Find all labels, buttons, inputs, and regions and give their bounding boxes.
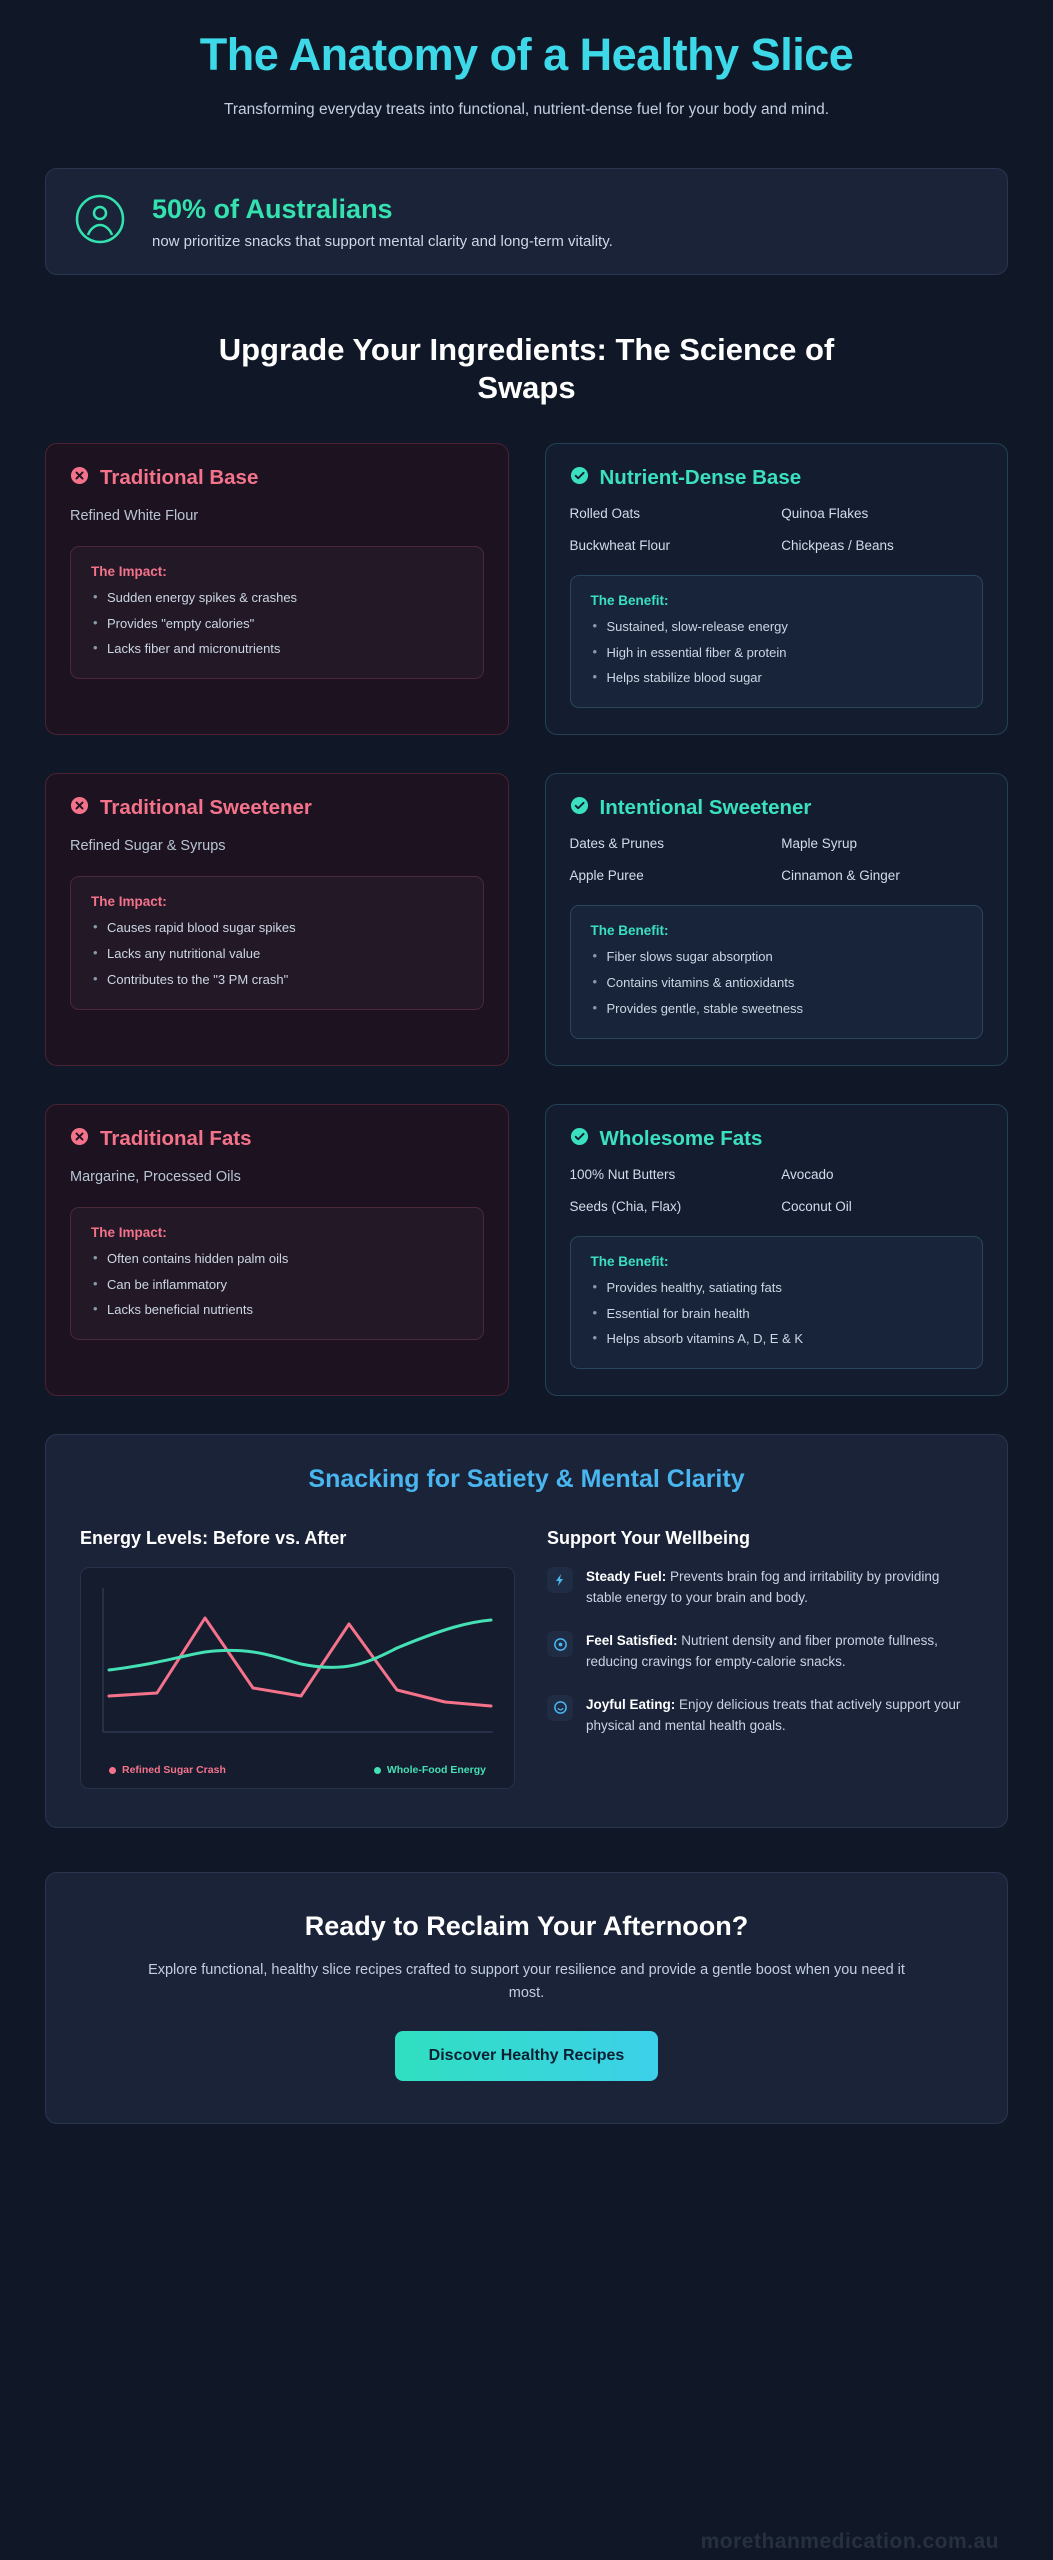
card-header (70, 1127, 484, 1151)
benefit-box (570, 1236, 984, 1370)
chart-heading: Energy Levels: Before vs. After (80, 1528, 347, 1549)
list-item: • Helps stabilize blood sugar (591, 669, 963, 688)
bolt-icon (547, 1567, 573, 1593)
list-item: • Provides healthy, satiating fats (591, 1279, 963, 1298)
ingredient-item: Maple Syrup (781, 836, 858, 852)
traditional-card (45, 443, 509, 736)
benefit-box (570, 575, 984, 709)
benefit-list (591, 618, 963, 689)
swap-row (45, 443, 1008, 736)
impact-list (91, 919, 463, 990)
benefit-list (591, 948, 963, 1019)
list-item: • Provides gentle, stable sweetness (591, 1000, 963, 1019)
impact-label: The Impact: (91, 563, 167, 579)
wellbeing-heading: Support Your Wellbeing (547, 1528, 751, 1549)
x-circle-icon (70, 466, 89, 490)
wellbeing-text (586, 1631, 973, 1673)
list-item (547, 1695, 973, 1737)
discover-recipes-button[interactable]: Discover Healthy Recipes (395, 2031, 659, 2081)
wellbeing-bold: Joyful Eating: (586, 1696, 676, 1712)
list-item: • High in essential fiber & protein (591, 644, 963, 663)
traditional-card (45, 1104, 509, 1397)
user-circle-icon (74, 193, 126, 250)
benefit-list (591, 1279, 963, 1350)
impact-box (70, 876, 484, 1010)
card-header (570, 1127, 984, 1151)
wellbeing-text (586, 1695, 973, 1737)
statistic-description: now prioritize snacks that support mental clarity and long-term vitality. (152, 233, 613, 251)
impact-label: The Impact: (91, 1224, 167, 1240)
nutrient-dense-card (545, 443, 1009, 736)
impact-list (91, 589, 463, 660)
card-header (570, 796, 984, 820)
watermark: morethanmedication.com.au (700, 2530, 999, 2553)
card-subtitle: Refined Sugar & Syrups (70, 838, 226, 855)
list-item (547, 1631, 973, 1673)
ingredient-item: Dates & Prunes (569, 836, 665, 852)
x-circle-icon (70, 796, 89, 820)
ingredient-item: 100% Nut Butters (569, 1166, 676, 1182)
list-item: • Sustained, slow-release energy (591, 618, 963, 637)
ingredient-item: Quinoa Flakes (781, 505, 869, 521)
card-title: Traditional Fats (100, 1126, 252, 1150)
intentional-sweetener-card (545, 773, 1009, 1066)
card-header (70, 796, 484, 820)
wellbeing-text (586, 1567, 973, 1609)
ingredient-item: Avocado (781, 1166, 834, 1182)
ingredient-grid (570, 836, 984, 883)
legend-label: Whole-Food Energy (386, 1764, 486, 1777)
check-circle-icon (570, 466, 589, 490)
legend-label: Refined Sugar Crash (122, 1764, 226, 1777)
ingredient-grid (570, 506, 984, 553)
ingredient-item: Buckwheat Flour (569, 537, 671, 553)
wellbeing-column (547, 1528, 973, 1789)
ingredient-item: Seeds (Chia, Flax) (569, 1198, 682, 1214)
card-title: Nutrient-Dense Base (599, 465, 802, 489)
legend-swatch (374, 1767, 381, 1774)
impact-box (70, 546, 484, 680)
list-item: • Lacks beneficial nutrients (91, 1301, 463, 1320)
card-title: Traditional Sweetener (100, 796, 312, 820)
wellbeing-body: Prevents brain fog and irritability by providing stable energy to your brain and body. (586, 1569, 940, 1606)
ingredient-grid (570, 1167, 984, 1214)
card-title: Wholesome Fats (599, 1126, 763, 1150)
benefit-label: The Benefit: (590, 1253, 669, 1269)
list-item: • Fiber slows sugar absorption (591, 948, 963, 967)
list-item: • Sudden energy spikes & crashes (91, 589, 463, 608)
swap-row (45, 773, 1008, 1066)
target-icon (547, 1631, 573, 1657)
ingredient-item: Apple Puree (569, 868, 644, 884)
legend-item-refined-sugar (109, 1764, 226, 1776)
hero-section (45, 0, 1008, 122)
satiety-panel (45, 1434, 1008, 1828)
check-circle-icon (570, 796, 589, 820)
list-item: • Provides "empty calories" (91, 615, 463, 634)
list-item: • Contains vitamins & antioxidants (591, 974, 963, 993)
wellbeing-bold: Steady Fuel: (586, 1569, 667, 1585)
swap-row (45, 1104, 1008, 1397)
wholesome-fats-card (545, 1104, 1009, 1397)
impact-label: The Impact: (91, 894, 167, 910)
benefit-label: The Benefit: (590, 923, 669, 939)
impact-list (91, 1250, 463, 1321)
panel-body (80, 1528, 973, 1789)
list-item: • Often contains hidden palm oils (91, 1250, 463, 1269)
chart-svg (95, 1580, 500, 1755)
swaps-grid (45, 443, 1008, 1397)
page-title: The Anatomy of a Healthy Slice (199, 29, 854, 80)
list-item: • Contributes to the "3 PM crash" (91, 971, 463, 990)
check-circle-icon (570, 1127, 589, 1151)
card-header (70, 466, 484, 490)
list-item (547, 1567, 973, 1609)
panel-title: Snacking for Satiety & Mental Clarity (308, 1465, 745, 1494)
card-title: Traditional Base (100, 465, 259, 489)
benefit-box (570, 905, 984, 1039)
list-item: • Causes rapid blood sugar spikes (91, 919, 463, 938)
smile-icon (547, 1695, 573, 1721)
ingredient-item: Rolled Oats (569, 505, 641, 521)
statistic-card (45, 168, 1008, 275)
wellbeing-body: Enjoy delicious treats that actively support your physical and mental health goals. (586, 1696, 961, 1733)
chart-legend (95, 1764, 500, 1780)
card-title: Intentional Sweetener (599, 796, 812, 820)
ingredient-item: Coconut Oil (781, 1198, 852, 1214)
list-item: • Lacks fiber and micronutrients (91, 640, 463, 659)
statistic-text (152, 193, 613, 250)
legend-swatch (109, 1767, 116, 1774)
list-item: • Essential for brain health (591, 1305, 963, 1324)
statistic-headline: 50% of Australians (152, 193, 393, 224)
energy-line-chart (80, 1567, 515, 1789)
list-item: • Can be inflammatory (91, 1276, 463, 1295)
list-item: • Lacks any nutritional value (91, 945, 463, 964)
ingredient-item: Cinnamon & Ginger (781, 868, 900, 884)
traditional-card (45, 773, 509, 1066)
card-header (570, 466, 984, 490)
cta-title: Ready to Reclaim Your Afternoon? (304, 1911, 749, 1942)
benefit-label: The Benefit: (590, 592, 669, 608)
cta-description: Explore functional, healthy slice recipes crafted to support your resilience and provide a gentle boost when you need it most. (148, 1962, 905, 2001)
impact-box (70, 1207, 484, 1341)
card-subtitle: Refined White Flour (70, 507, 199, 524)
swaps-section-title: Upgrade Your Ingredients: The Science of Swaps (218, 332, 835, 405)
wellbeing-bold: Feel Satisfied: (586, 1633, 678, 1649)
card-subtitle: Margarine, Processed Oils (70, 1168, 241, 1185)
list-item: • Helps absorb vitamins A, D, E & K (591, 1330, 963, 1349)
ingredient-item: Chickpeas / Beans (781, 537, 894, 553)
x-circle-icon (70, 1127, 89, 1151)
wellbeing-body: Nutrient density and fiber promote fullness, reducing cravings for empty-calorie snacks. (586, 1633, 938, 1670)
chart-column (80, 1528, 515, 1789)
page-subtitle: Transforming everyday treats into functional, nutrient-dense fuel for your body and mind. (223, 101, 830, 119)
legend-item-whole-food (374, 1764, 486, 1776)
cta-section (45, 1872, 1008, 2124)
